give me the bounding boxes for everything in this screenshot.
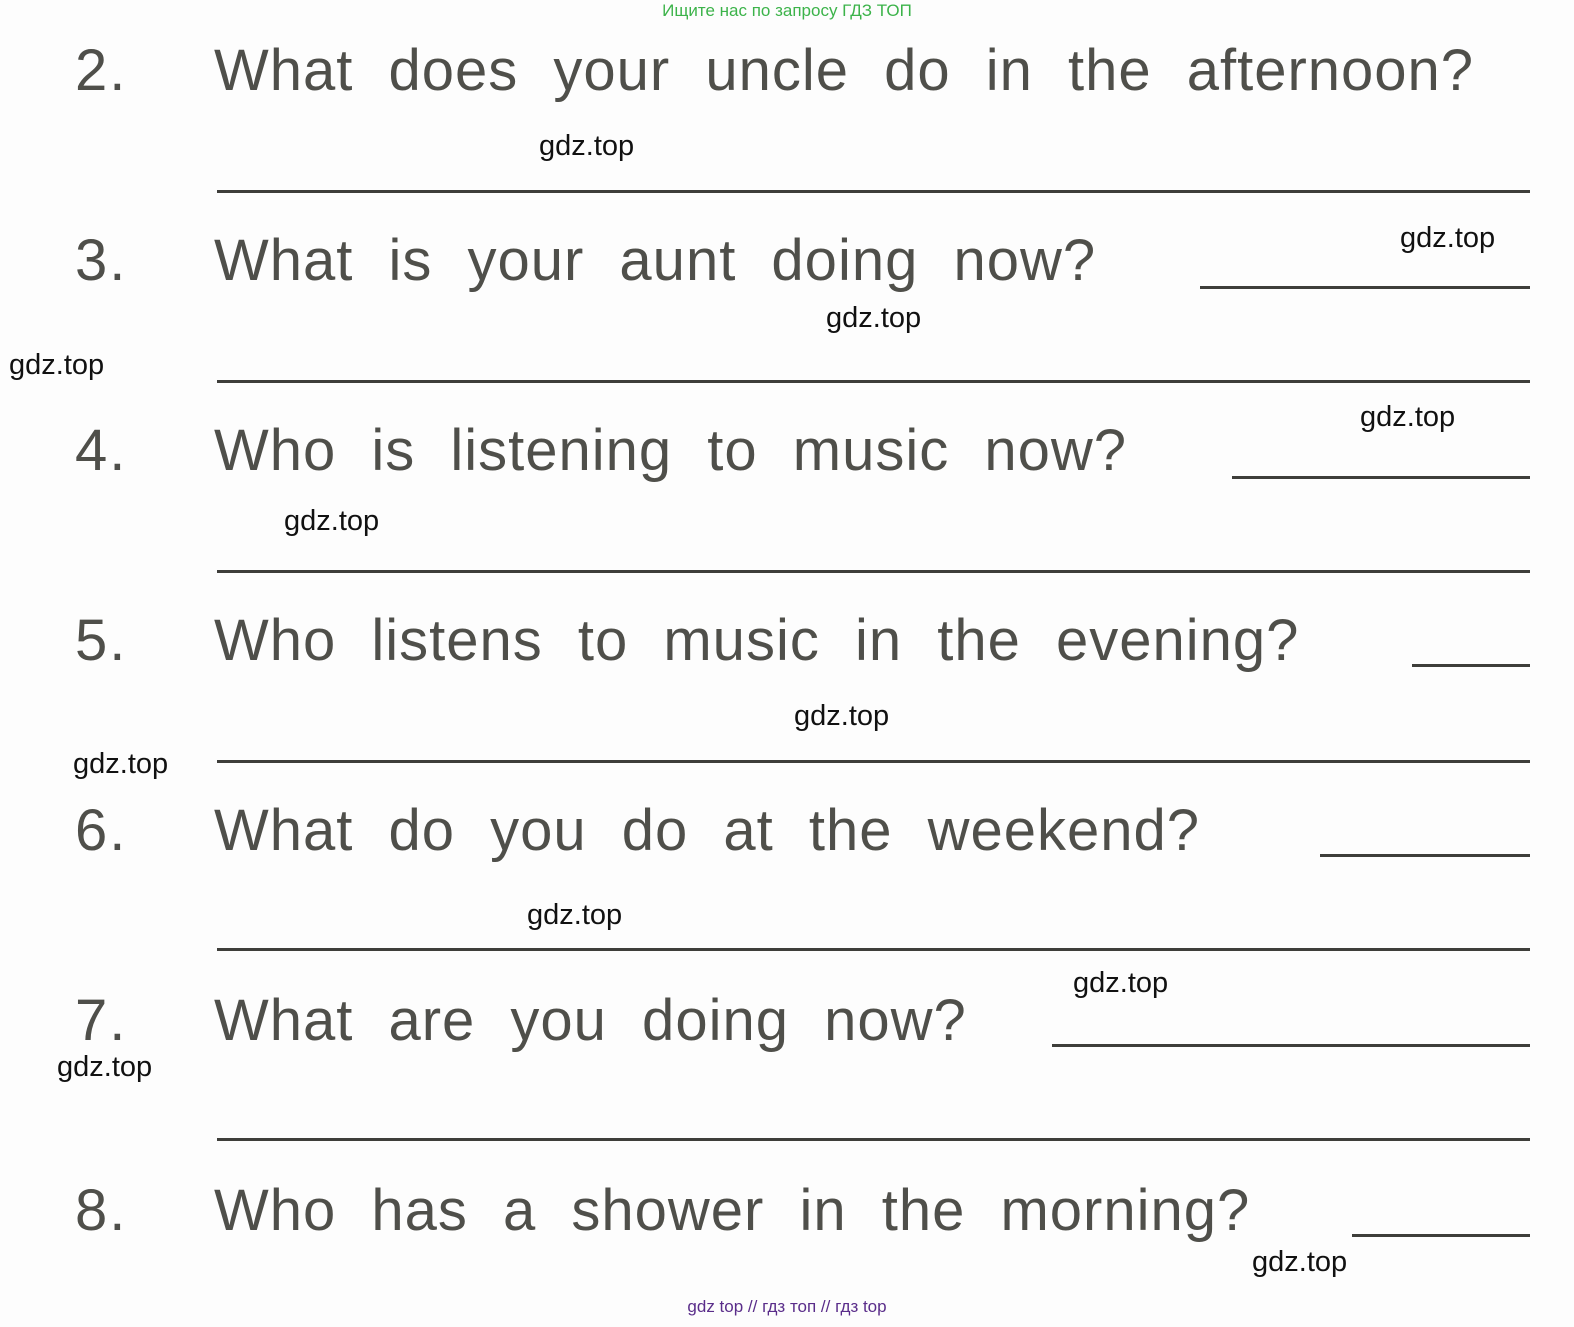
question-6 (0, 796, 1574, 876)
answer-line[interactable] (217, 380, 1530, 383)
question-text: What is your aunt doing now? (214, 228, 1097, 293)
answer-line[interactable] (217, 190, 1530, 193)
watermark: gdz.top (539, 130, 635, 162)
answer-line[interactable] (1352, 1234, 1530, 1237)
watermark: gdz.top (284, 505, 380, 537)
question-number: 6. (75, 798, 128, 863)
question-text: Who is listening to music now? (214, 418, 1127, 483)
question-number: 7. (75, 988, 128, 1053)
watermark: gdz.top (1252, 1246, 1348, 1278)
question-8 (0, 1176, 1574, 1256)
answer-line[interactable] (1412, 664, 1530, 667)
question-2 (0, 36, 1574, 116)
answer-line[interactable] (1320, 854, 1530, 857)
answer-line[interactable] (217, 570, 1530, 573)
watermark: gdz.top (73, 748, 169, 780)
question-number: 5. (75, 608, 128, 673)
question-7 (0, 986, 1574, 1066)
watermark: gdz.top (794, 700, 890, 732)
question-text: Who has a shower in the morning? (214, 1178, 1251, 1243)
question-text: What do you do at the weekend? (214, 798, 1201, 863)
question-number: 8. (75, 1178, 128, 1243)
answer-line[interactable] (217, 948, 1530, 951)
question-text: What are you doing now? (214, 988, 967, 1053)
top-banner[interactable]: Ищите нас по запросу ГДЗ ТОП (662, 1, 912, 20)
answer-line[interactable] (217, 1138, 1530, 1141)
question-text: What does your uncle do in the afternoon? (214, 38, 1475, 103)
watermark: gdz.top (527, 899, 623, 931)
question-number: 4. (75, 418, 128, 483)
answer-line[interactable] (1200, 286, 1530, 289)
watermark: gdz.top (1360, 401, 1456, 433)
question-4 (0, 416, 1574, 496)
footer-links[interactable]: gdz top // гдз топ // гдз top (687, 1297, 887, 1316)
watermark: gdz.top (1400, 222, 1496, 254)
watermark: gdz.top (57, 1051, 153, 1083)
watermark: gdz.top (826, 302, 922, 334)
watermark: gdz.top (9, 349, 105, 381)
question-5 (0, 606, 1574, 686)
question-number: 3. (75, 228, 128, 293)
question-3 (0, 226, 1574, 306)
question-text: Who listens to music in the evening? (214, 608, 1300, 673)
watermark: gdz.top (1073, 967, 1169, 999)
answer-line[interactable] (1052, 1044, 1530, 1047)
answer-line[interactable] (1232, 476, 1530, 479)
question-number: 2. (75, 38, 128, 103)
answer-line[interactable] (217, 760, 1530, 763)
